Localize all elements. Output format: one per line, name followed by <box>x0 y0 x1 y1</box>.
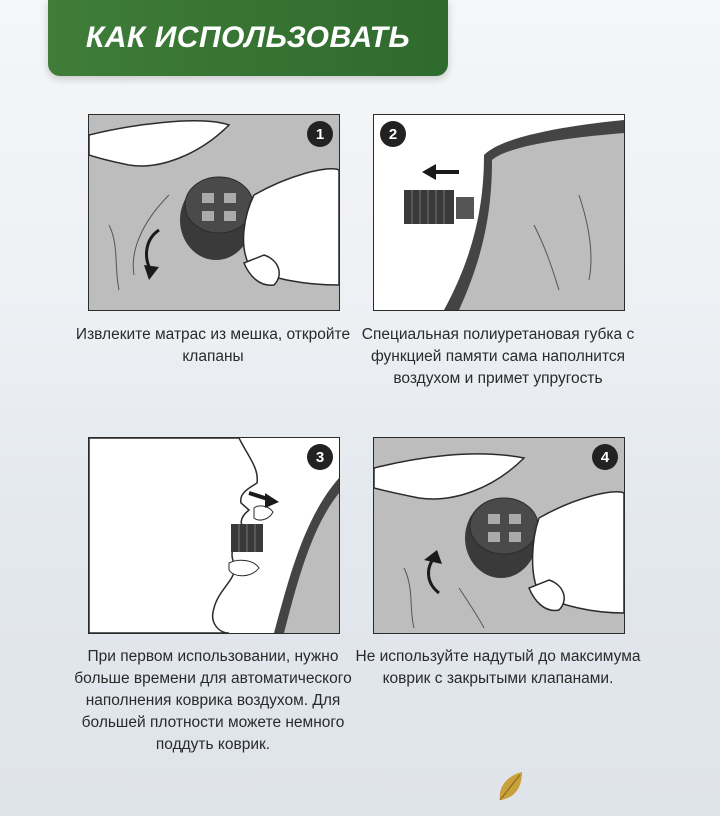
step-1-illustration <box>88 114 340 311</box>
step-4-caption: Не используйте надутый до максимума коврик с закрытыми клапанами. <box>355 648 641 687</box>
step-2-badge: 2 <box>380 121 406 147</box>
step-3-badge: 3 <box>307 444 333 470</box>
step-2-illustration <box>373 114 625 311</box>
valve-open-illustration <box>89 115 339 310</box>
page-title: КАК ИСПОЛЬЗОВАТЬ <box>85 21 411 54</box>
step-2-caption: Специальная полиуретановая губка с функцией памяти сама наполнится воздухом и примет упругость <box>361 326 635 387</box>
step-3-illustration <box>88 437 340 634</box>
step-1-caption: Извлеките матрас из мешка, откройте клапаны <box>75 326 351 365</box>
step-3-caption: При первом использовании, нужно больше времени для автоматического наполнения коврика воздухом. Для большей плотности можете немного поддуть коврик. <box>74 648 352 753</box>
valve-inflate-illustration <box>374 115 624 310</box>
step-1-badge: 1 <box>307 121 333 147</box>
valve-close-illustration <box>374 438 624 633</box>
mouth-blow-illustration <box>89 438 339 633</box>
header-banner <box>48 0 448 76</box>
step-4-illustration <box>373 437 625 634</box>
leaf-icon <box>496 770 526 804</box>
step-4-badge: 4 <box>592 444 618 470</box>
